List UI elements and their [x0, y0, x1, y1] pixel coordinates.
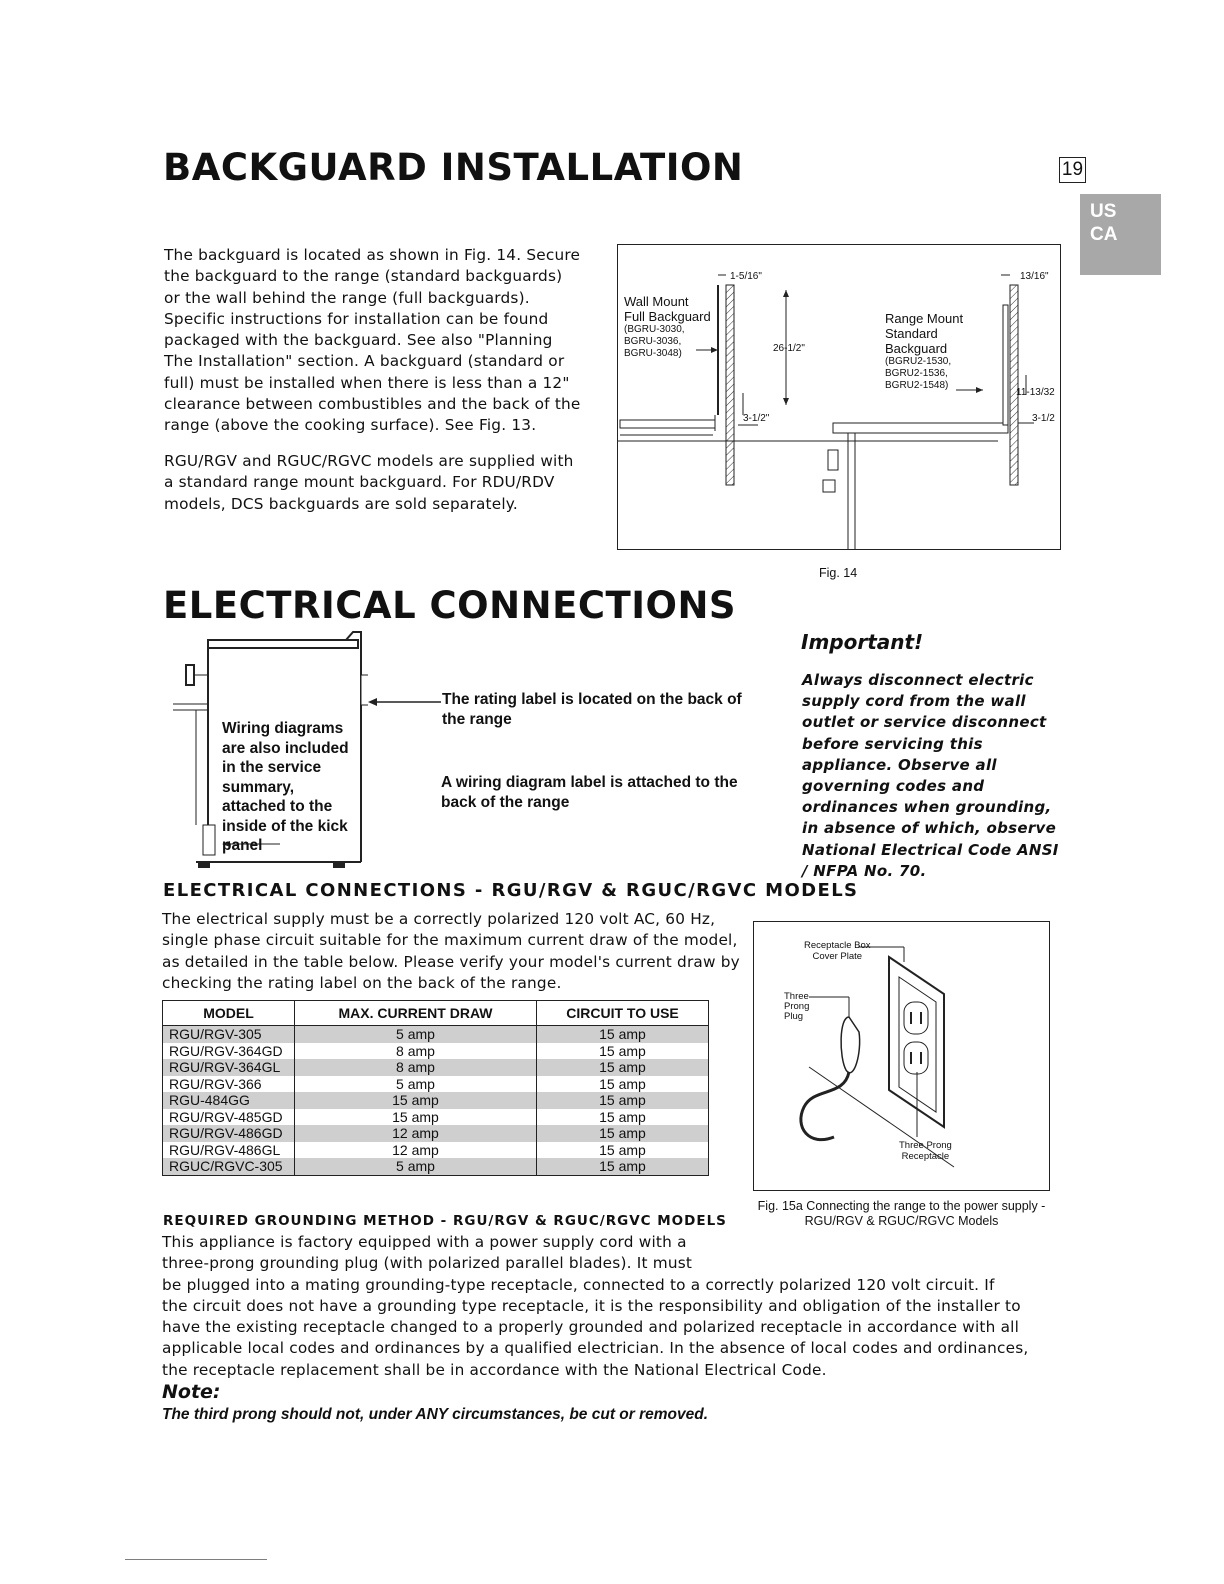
cell-current: 8 amp	[295, 1043, 537, 1060]
col-max-current: MAX. CURRENT DRAW	[295, 1001, 537, 1026]
table-row	[163, 1142, 709, 1159]
cell-circuit: 15 amp	[537, 1142, 709, 1159]
fig15a-caption: Fig. 15a Connecting the range to the power supply - RGU/RGV & RGUC/RGVC Models	[757, 1199, 1046, 1228]
cell-model: RGU/RGV-485GD	[163, 1109, 295, 1126]
dim-1-5-16: 1-5/16"	[730, 271, 762, 282]
cell-current: 5 amp	[295, 1076, 537, 1093]
table-row	[163, 1125, 709, 1142]
models-intro: The electrical supply must be a correctly polarized 120 volt AC, 60 Hz, single phase circuit suitable for the maximum current draw of the model, as detailed in the table below. Please verify your model's current draw by checking the rating label on the back of the range.	[162, 910, 740, 992]
cell-current: 12 amp	[295, 1125, 537, 1142]
note-heading: Note:	[162, 1381, 221, 1403]
important-heading: Important!	[801, 630, 924, 654]
fig14-caption: Fig. 14	[819, 566, 858, 580]
wall-mount-label: Wall Mount Full Backguard (BGRU-3030, BGRU-3036, BGRU-3048)	[624, 294, 711, 359]
cell-model: RGU/RGV-364GD	[163, 1043, 295, 1060]
cell-circuit: 15 amp	[537, 1076, 709, 1093]
cell-circuit: 15 amp	[537, 1043, 709, 1060]
cell-circuit: 15 amp	[537, 1125, 709, 1142]
cell-model: RGU/RGV-364GL	[163, 1059, 295, 1076]
rating-label-arrow	[365, 694, 445, 710]
cell-circuit: 15 amp	[537, 1026, 709, 1043]
table-row	[163, 1092, 709, 1109]
cell-model: RGU/RGV-305	[163, 1026, 295, 1043]
grounding-heading: REQUIRED GROUNDING METHOD - RGU/RGV & RGUC/RGVC MODELS	[163, 1213, 727, 1229]
cell-circuit: 15 amp	[537, 1109, 709, 1126]
grounding-line: This appliance is factory equipped with a power supply cord with a	[162, 1233, 687, 1251]
dim-3-1-2-left: 3-1/2"	[743, 413, 770, 424]
receptacle-label: Three Prong Receptacle	[899, 1140, 952, 1162]
table-row	[163, 1043, 709, 1060]
cell-current: 15 amp	[295, 1092, 537, 1109]
fig15a-diagram	[753, 921, 1050, 1191]
grounding-line: the circuit does not have a grounding type receptacle, it is the responsibility and obligation of the installer to	[162, 1296, 1021, 1315]
current-draw-table	[162, 1000, 709, 1176]
region-ca: CA	[1090, 224, 1118, 245]
fig14-drawing	[618, 245, 1060, 549]
page-number: 19	[1059, 157, 1086, 183]
cell-circuit: 15 amp	[537, 1158, 709, 1175]
cell-circuit: 15 amp	[537, 1092, 709, 1109]
cell-model: RGU-484GG	[163, 1092, 295, 1109]
grounding-line: the receptacle replacement shall be in accordance with the National Electrical Code.	[162, 1360, 827, 1379]
cell-model: RGUC/RGVC-305	[163, 1158, 295, 1175]
dim-26-1-2: 26-1/2"	[773, 343, 805, 354]
table-row	[163, 1059, 709, 1076]
grounding-line: be plugged into a mating grounding-type receptacle, connected to a correctly polarized 120 volt circuit. If	[162, 1275, 995, 1294]
backguard-paragraph-1: The backguard is located as shown in Fig. 14. Secure the backguard to the range (standard backguards) or the wall behind the range (full backguards). Specific instructions for installation can be found packaged with the backguard. See also "Planning The Installation" section. A backguard (standard or full) must be installed when there is less than a 12" clearance between combustibles and the back of the range (above the cooking surface). See Fig. 13.	[164, 246, 581, 435]
region-tab	[1080, 194, 1161, 275]
cell-current: 15 amp	[295, 1109, 537, 1126]
note-text: The third prong should not, under ANY circumstances, be cut or removed.	[162, 1406, 709, 1423]
region-us: US	[1090, 201, 1117, 222]
cell-current: 12 amp	[295, 1142, 537, 1159]
cell-circuit: 15 amp	[537, 1059, 709, 1076]
dim-3-1-2-right: 3-1/2	[1032, 413, 1055, 424]
table-row	[163, 1026, 709, 1043]
wall-left	[726, 285, 734, 485]
grounding-line: three-prong grounding plug (with polarized parallel blades). It must	[162, 1254, 693, 1273]
fig14-diagram	[617, 244, 1061, 550]
table-row	[163, 1076, 709, 1093]
models-heading: ELECTRICAL CONNECTIONS - RGU/RGV & RGUC/RGVC MODELS	[163, 880, 859, 901]
col-circuit: CIRCUIT TO USE	[537, 1001, 709, 1026]
range-mount-label: Range Mount Standard Backguard (BGRU2-1530, BGRU2-1536, BGRU2-1548)	[885, 311, 964, 391]
table-header-row	[163, 1001, 709, 1026]
wiring-diagrams-label: Wiring diagrams are also included in the service summary, attached to the inside of the kick panel	[222, 720, 349, 854]
cell-model: RGU/RGV-366	[163, 1076, 295, 1093]
rating-label-text: The rating label is located on the back of the range	[442, 691, 742, 728]
table-row	[163, 1158, 709, 1175]
cell-current: 5 amp	[295, 1158, 537, 1175]
wall-right	[1010, 285, 1018, 485]
cover-plate-label: Receptacle Box Cover Plate	[804, 940, 871, 962]
cell-current: 8 amp	[295, 1059, 537, 1076]
important-text: Always disconnect electric supply cord from the wall outlet or service disconnect before servicing this appliance. Observe all governing codes and ordinances when grounding, in absence of which, observe National Electrical Code ANSI / NFPA No. 70.	[802, 671, 1059, 880]
electrical-title: ELECTRICAL CONNECTIONS	[163, 584, 737, 627]
wiring-label-text: A wiring diagram label is attached to the back of the range	[441, 774, 738, 811]
range-side-diagram	[168, 630, 368, 870]
grounding-line: have the existing receptacle changed to a properly grounded and polarized receptacle in accordance with all	[162, 1318, 1020, 1337]
plug-label: Three Prong Plug	[784, 991, 810, 1022]
grounding-text	[162, 1232, 1042, 1381]
page-title: BACKGUARD INSTALLATION	[163, 146, 744, 189]
cell-model: RGU/RGV-486GL	[163, 1142, 295, 1159]
col-model: MODEL	[163, 1001, 295, 1026]
grounding-line: applicable local codes and ordinances by a qualified electrician. In the absence of local codes and ordinances,	[162, 1339, 1029, 1358]
cell-current: 5 amp	[295, 1026, 537, 1043]
dim-11-13-32: 11-13/32	[1016, 387, 1055, 398]
dim-13-16: 13/16"	[1020, 271, 1049, 282]
table-row	[163, 1109, 709, 1126]
footer-rule	[125, 1559, 267, 1560]
backguard-paragraph-2: RGU/RGV and RGUC/RGVC models are supplied with a standard range mount backguard. For RDU/RDV models, DCS backguards are sold separately.	[164, 452, 574, 513]
cell-model: RGU/RGV-486GD	[163, 1125, 295, 1142]
